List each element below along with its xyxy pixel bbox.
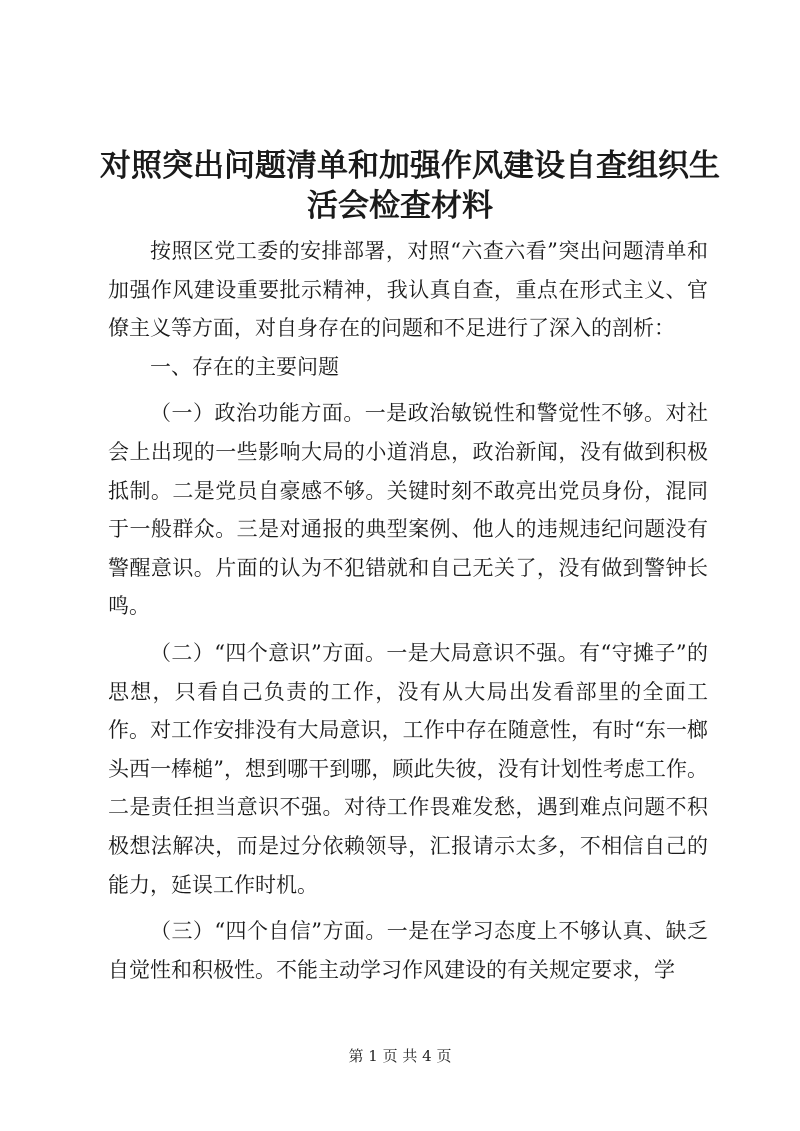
- paragraph-intro: 按照区党工委的安排部署，对照“六查六看”突出问题清单和加强作风建设重要批示精神，我认真自查，重点在形式主义、官僚主义等方面，对自身存在的问题和不足进行了深入的剖析：: [108, 239, 708, 341]
- section-heading: 一、存在的主要问题: [150, 354, 339, 379]
- document-body: [108, 232, 708, 989]
- document-title-line-1: 对照突出问题清单和加强作风建设自查组织生: [100, 148, 720, 184]
- paragraph-political: （一）政治功能方面。一是政治敏锐性和警觉性不够。对社会上出现的一些影响大局的小道消息，政治新闻，没有做到积极抵制。二是党员自豪感不够。关键时刻不敢亮出党员身份，混同于一般群众。三是对通报的典型案例、他人的违规违纪问题没有警醒意识。片面的认为不犯错就和自己无关了，没有做到警钟长鸣。: [108, 401, 708, 619]
- document-title-line-2: 活会检查材料: [307, 188, 493, 224]
- page-footer: 第 1 页 共 4 页: [348, 1047, 452, 1065]
- paragraph-four-consciousness: （二）“四个意识”方面。一是大局意识不强。有“守摊子”的思想，只看自己负责的工作，没有从大局出发看部里的全面工作。对工作安排没有大局意识，工作中存在随意性，有时“东一榔头西一棒槌”，想到哪干到哪，顾此失彼，没有计划性考虑工作。二是责任担当意识不强。对待工作畏难发愁，遇到难点问题不积极想法解决，而是过分依赖领导，汇报请示太多，不相信自己的能力，延误工作时机。: [108, 640, 708, 897]
- paragraph-four-confidence: （三）“四个自信”方面。一是在学习态度上不够认真、缺乏自觉性和积极性。不能主动学习作风建设的有关规定要求，学: [108, 919, 708, 982]
